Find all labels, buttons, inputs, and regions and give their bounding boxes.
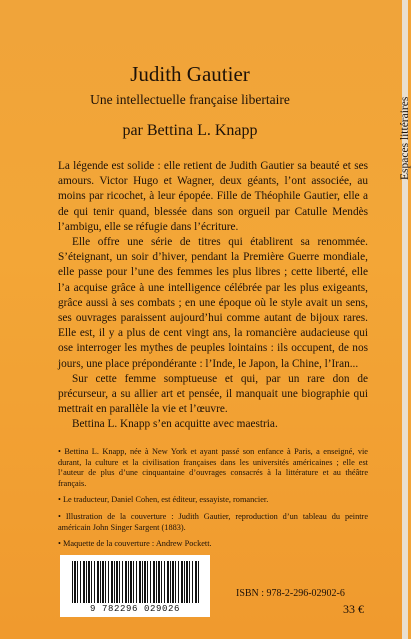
- blurb-paragraph: Elle offre une série de titres qui établirent sa renommée. S’éteignant, un soir d’hiver, pendant la Première Guerre mondiale, elle passe pour l’une des femmes les plus libres ; cette liberté, elle l’a acquise grâce à une intelligence célébrée par les plus exigeants, grâce aussi à ses combats ; en une époque où le style avait un sens, ses ouvrages paraissent aujourd’hui comme autant de bijoux rares. Elle est, il y a plus de cent vingt ans, la romancière audacieuse qui ose interroger les mythes de peuples lointains : ils occupent, de nos jours, une place prépondérante : l’Inde, le Japon, la Chine, l’Iran...: [58, 236, 368, 370]
- book-subtitle: Une intellectuelle française libertaire: [90, 92, 290, 107]
- blurb-paragraph: Bettina L. Knapp s’en acquitte avec maestria.: [72, 418, 278, 431]
- price-label: 33 €: [343, 602, 364, 616]
- barcode-bars: [72, 561, 200, 603]
- note-author-bio: • Bettina L. Knapp, née à New York et ayant passé son enfance à Paris, a enseigné, vie durant, la culture et la civilisation françaises dans les universités américaines ; elle est l’auteur de plus d’une cinquantaine d’ouvrages consacrés à la littérature et au théâtre français.: [58, 447, 368, 488]
- blurb-paragraph: La légende est solide : elle retient de Judith Gautier sa beauté et ses amours. Victor Hugo et Wagner, deux géants, l’ont associée, au moins par ricochet, à leur épopée. Fille de Théophile Gautier, elle a de qui tenir quand, blessée dans son orgueil par Catulle Mendès l’ambigu, elle se réfugie dans l’écriture.: [58, 160, 368, 233]
- spine-series-text: Espaces littéraires: [399, 96, 411, 180]
- spine-label: [385, 30, 411, 190]
- notes: [58, 447, 368, 556]
- note-translator: • Le traducteur, Daniel Cohen, est éditeur, essayiste, romancier.: [58, 495, 269, 505]
- isbn-label: ISBN : 978-2-296-02902-6: [236, 588, 345, 599]
- barcode: [60, 555, 210, 617]
- blurb: [58, 159, 368, 433]
- book-author: par Bettina L. Knapp: [122, 122, 258, 139]
- book-title: Judith Gautier: [130, 62, 250, 86]
- note-cover-design: • Maquette de la couverture : Andrew Pockett.: [58, 539, 212, 549]
- note-cover-illustration: • Illustration de la couverture : Judith Gautier, reproduction d’un tableau du peintre américain John Singer Sargent (1883).: [58, 511, 368, 532]
- blurb-paragraph: Sur cette femme somptueuse et qui, par un rare don de précurseur, a su allier art et pensée, il manquait une biographie qui mettrait en parallèle la vie et l’œuvre.: [58, 372, 368, 416]
- barcode-number: 9 782296 029026: [89, 604, 180, 614]
